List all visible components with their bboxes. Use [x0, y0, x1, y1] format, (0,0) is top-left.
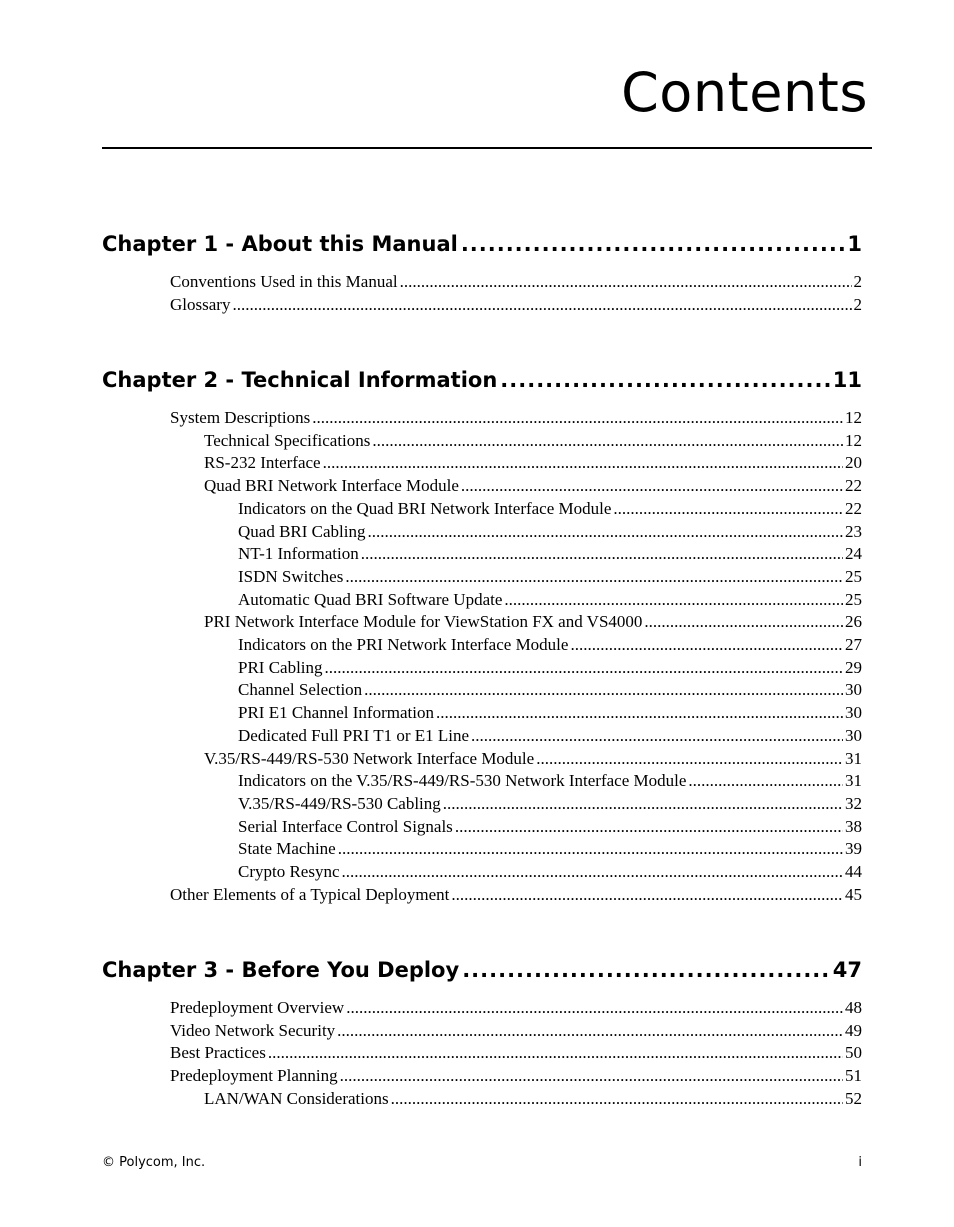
- dot-leader: [461, 232, 845, 256]
- toc-entry-title: Quad BRI Network Interface Module: [204, 476, 459, 496]
- dot-leader: [345, 567, 843, 587]
- toc-entry-title: LAN/WAN Considerations: [204, 1088, 389, 1108]
- toc-entry[interactable]: [238, 590, 862, 612]
- toc-entry[interactable]: [238, 680, 862, 702]
- toc-entry[interactable]: [170, 1021, 862, 1043]
- toc-entry[interactable]: [238, 544, 862, 566]
- footer-copyright: © Polycom, Inc.: [102, 1155, 206, 1170]
- toc-page-number: 48: [845, 998, 862, 1017]
- dot-leader: [323, 453, 843, 473]
- toc-page-number: 23: [845, 521, 862, 541]
- toc-entry[interactable]: [170, 1066, 862, 1088]
- toc-entry[interactable]: [170, 272, 862, 294]
- toc-page-number: 1: [847, 232, 862, 256]
- toc-entry[interactable]: [204, 612, 862, 634]
- toc-page-number: 32: [845, 793, 862, 813]
- toc-entry-title: Dedicated Full PRI T1 or E1 Line: [238, 725, 470, 745]
- toc-chapter-title: Chapter 1 - About this Manual: [102, 232, 458, 256]
- dot-leader: [338, 839, 843, 859]
- toc-entry[interactable]: [170, 998, 862, 1020]
- toc-entry-title: Predeployment Overview: [170, 998, 345, 1017]
- dot-leader: [312, 408, 843, 428]
- dot-leader: [500, 368, 829, 392]
- toc-page-number: 45: [845, 884, 862, 904]
- toc-entry[interactable]: [238, 499, 862, 521]
- dot-leader: [471, 726, 843, 746]
- toc-page-number: 47: [832, 958, 862, 982]
- toc-entry-title: Crypto Resync: [238, 862, 340, 881]
- toc-page-number: 12: [845, 430, 862, 450]
- dot-leader: [536, 749, 843, 769]
- dot-leader: [337, 1021, 843, 1041]
- dot-leader: [400, 272, 852, 292]
- dot-leader: [570, 635, 843, 655]
- toc-page-number: 30: [845, 703, 862, 723]
- toc-entry[interactable]: [238, 635, 862, 657]
- dot-leader: [364, 680, 843, 700]
- toc-entry[interactable]: [238, 522, 862, 544]
- toc-page-number: 25: [845, 566, 862, 586]
- toc-entry-title: PRI Network Interface Module for ViewStation FX and VS4000: [204, 612, 643, 632]
- toc-entry-title: System Descriptions: [170, 408, 311, 427]
- toc-entry[interactable]: [204, 431, 862, 453]
- toc-entry[interactable]: [238, 839, 862, 861]
- toc-entry-title: Indicators on the Quad BRI Network Interface Module: [238, 498, 612, 518]
- toc-entry-title: Quad BRI Cabling: [238, 521, 366, 541]
- dot-leader: [342, 862, 843, 882]
- toc-page-number: 22: [845, 498, 862, 518]
- dot-leader: [232, 295, 851, 315]
- toc-entry-title: Glossary: [170, 294, 231, 314]
- dot-leader: [644, 612, 843, 632]
- toc-page-number: 22: [845, 476, 862, 496]
- toc-entry-title: Indicators on the V.35/RS-449/RS-530 Network Interface Module: [238, 771, 687, 791]
- toc-entry-title: RS-232 Interface: [204, 453, 321, 473]
- toc-entry-title: Channel Selection: [238, 680, 363, 700]
- dot-leader: [361, 544, 843, 564]
- toc-entry-title: NT-1 Information: [238, 544, 359, 564]
- dot-leader: [340, 1066, 843, 1086]
- toc-entry[interactable]: [238, 726, 862, 748]
- toc-page-number: 20: [845, 453, 862, 473]
- toc-entry[interactable]: [238, 658, 862, 680]
- toc-entry[interactable]: [204, 1089, 862, 1111]
- toc-page-number: 52: [845, 1088, 862, 1108]
- dot-leader: [325, 658, 843, 678]
- toc-page-number: 24: [845, 544, 862, 564]
- dot-leader: [372, 431, 843, 451]
- toc-entry-title: Indicators on the PRI Network Interface Module: [238, 635, 569, 654]
- toc-page-number: 2: [853, 272, 862, 291]
- toc-entry[interactable]: [238, 794, 862, 816]
- dot-leader: [368, 522, 844, 542]
- toc-page-number: 12: [845, 408, 862, 427]
- toc-chapter-title: Chapter 2 - Technical Information: [102, 368, 498, 392]
- toc-page-number: 44: [845, 862, 862, 881]
- dot-leader: [391, 1089, 843, 1109]
- toc-entry-title: ISDN Switches: [238, 566, 344, 586]
- toc-entry-title: Video Network Security: [170, 1020, 336, 1040]
- toc-entry[interactable]: [238, 567, 862, 589]
- dot-leader: [504, 590, 843, 610]
- toc-entry-title: Other Elements of a Typical Deployment: [170, 884, 450, 904]
- toc-entry[interactable]: [170, 295, 862, 317]
- toc-entry-title: V.35/RS-449/RS-530 Cabling: [238, 793, 441, 813]
- toc-page-number: 30: [845, 725, 862, 745]
- toc-page-number: 11: [832, 368, 862, 392]
- toc-entry-title: Predeployment Planning: [170, 1066, 338, 1086]
- footer-page-number: i: [858, 1155, 862, 1170]
- toc-chapter[interactable]: [102, 958, 862, 986]
- toc-page-number: 51: [845, 1066, 862, 1086]
- dot-leader: [613, 499, 843, 519]
- toc-page-number: 25: [845, 589, 862, 609]
- toc-entry[interactable]: [204, 476, 862, 498]
- toc-chapter-title: Chapter 3 - Before You Deploy: [102, 958, 460, 982]
- toc-page-number: 31: [845, 748, 862, 768]
- toc-entry-title: Conventions Used in this Manual: [170, 272, 398, 291]
- toc-entry[interactable]: [238, 862, 862, 884]
- dot-leader: [451, 885, 843, 905]
- toc-page-number: 2: [853, 294, 862, 314]
- toc-page-number: 29: [845, 657, 862, 677]
- toc-entry-title: Best Practices: [170, 1043, 266, 1063]
- toc-entry-title: State Machine: [238, 839, 336, 859]
- toc-page-number: 26: [845, 612, 862, 632]
- toc-entry-title: V.35/RS-449/RS-530 Network Interface Module: [204, 748, 535, 768]
- toc-page-number: 27: [845, 635, 862, 654]
- dot-leader: [436, 703, 843, 723]
- dot-leader: [346, 998, 843, 1018]
- dot-leader: [461, 476, 843, 496]
- toc-page-number: 31: [845, 771, 862, 791]
- title-rule: [102, 147, 872, 149]
- toc-entry[interactable]: [170, 408, 862, 430]
- toc-entry-title: Automatic Quad BRI Software Update: [238, 589, 503, 609]
- toc-page-number: 49: [845, 1020, 862, 1040]
- toc-entry-title: PRI E1 Channel Information: [238, 703, 434, 723]
- toc-page-number: 38: [845, 816, 862, 836]
- dot-leader: [268, 1043, 843, 1063]
- toc-chapter[interactable]: [102, 368, 862, 396]
- toc-entry-title: Serial Interface Control Signals: [238, 816, 453, 836]
- toc-entry-title: PRI Cabling: [238, 657, 323, 677]
- toc-entry[interactable]: [238, 817, 862, 839]
- dot-leader: [462, 958, 830, 982]
- toc-entry-title: Technical Specifications: [204, 430, 371, 450]
- toc-entry[interactable]: [238, 703, 862, 725]
- toc-entry[interactable]: [170, 885, 862, 907]
- toc-chapter[interactable]: [102, 232, 862, 260]
- toc-page-number: 30: [845, 680, 862, 700]
- toc-page-number: 39: [845, 839, 862, 859]
- toc-entry[interactable]: [204, 453, 862, 475]
- toc-entry[interactable]: [238, 771, 862, 793]
- dot-leader: [688, 771, 843, 791]
- toc-entry[interactable]: [170, 1043, 862, 1065]
- dot-leader: [443, 794, 843, 814]
- toc-entry[interactable]: [204, 749, 862, 771]
- dot-leader: [455, 817, 843, 837]
- page-title: Contents: [621, 61, 868, 124]
- toc-page-number: 50: [845, 1043, 862, 1063]
